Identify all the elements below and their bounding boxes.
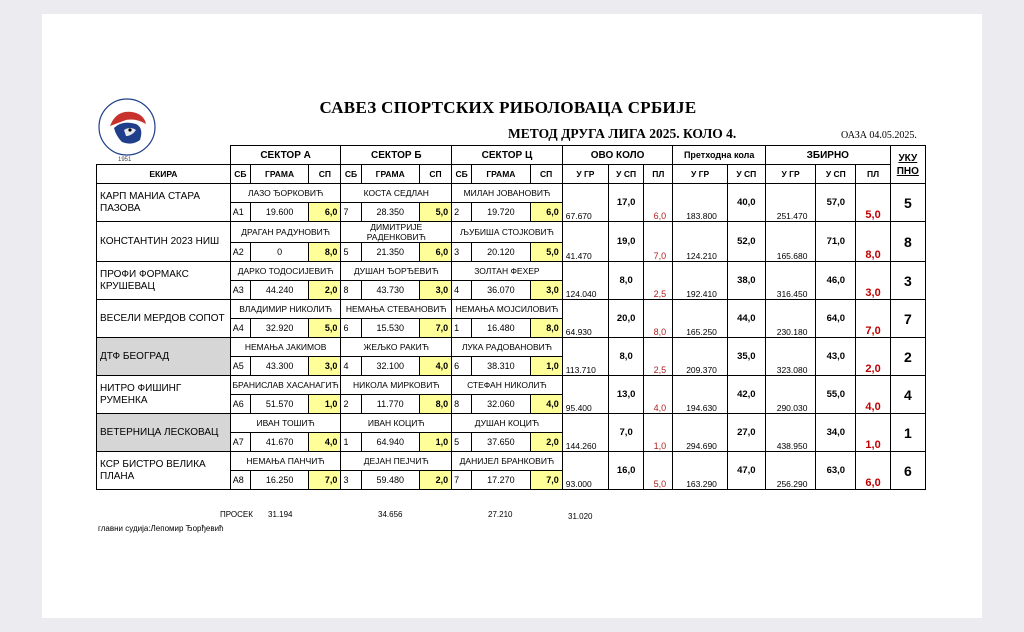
peg-number: 3: [452, 243, 472, 262]
header-sp: СП: [530, 165, 562, 184]
average-sector-a: 31.194: [268, 510, 293, 519]
round-points: 8,0: [609, 338, 644, 376]
round-place: 1,0: [644, 414, 673, 452]
header-sb: СБ: [230, 165, 250, 184]
weight-grams: 32.100: [361, 357, 419, 376]
round-weight: 144.260: [562, 414, 608, 452]
sector-points: 2,0: [530, 433, 562, 452]
weight-grams: 28.350: [361, 203, 419, 222]
total-place: 8,0: [856, 222, 890, 262]
previous-weight: 209.370: [673, 338, 727, 376]
team-name: КСР БИСТРО ВЕЛИКА ПЛАНА: [97, 452, 231, 490]
sector-points: 5,0: [419, 203, 451, 222]
team-name: ВЕСЕЛИ МЕРДОВ СОПОТ: [97, 300, 231, 338]
weight-grams: 44.240: [250, 281, 308, 300]
round-points: 17,0: [609, 184, 644, 222]
team-name: ПРОФИ ФОРМАКС КРУШЕВАЦ: [97, 262, 231, 300]
sector-points: 6,0: [530, 203, 562, 222]
previous-weight: 183.800: [673, 184, 727, 222]
previous-points: 35,0: [727, 338, 765, 376]
round-place: 5,0: [644, 452, 673, 490]
header-ugr: У ГР: [562, 165, 608, 184]
results-table: [96, 145, 926, 490]
angler-name: ВЛАДИМИР НИКОЛИЋ: [230, 300, 341, 319]
sector-points: 7,0: [419, 319, 451, 338]
angler-name: ДЕЈАН ПЕЈЧИЋ: [341, 452, 452, 471]
weight-grams: 21.350: [361, 243, 419, 262]
sector-points: 5,0: [530, 243, 562, 262]
sector-points: 4,0: [309, 433, 341, 452]
total-points: 34,0: [816, 414, 856, 452]
overall-rank: 6: [890, 452, 925, 490]
previous-weight: 294.690: [673, 414, 727, 452]
team-row: [97, 452, 926, 471]
team-name: КОНСТАНТИН 2023 НИШ: [97, 222, 231, 262]
header-overall-line2: ПНО: [896, 165, 919, 177]
overall-rank: 5: [890, 184, 925, 222]
weight-grams: 32.920: [250, 319, 308, 338]
peg-number: 7: [452, 471, 472, 490]
weight-grams: 37.650: [472, 433, 530, 452]
header-sector-b: СЕКТОР Б: [341, 146, 452, 165]
sector-points: 1,0: [309, 395, 341, 414]
team-name: ДТФ БЕОГРАД: [97, 338, 231, 376]
angler-name: ДАНИЈЕЛ БРАНКОВИЋ: [452, 452, 563, 471]
average-total: 31.020: [568, 512, 593, 521]
sector-points: 8,0: [530, 319, 562, 338]
round-place: 2,5: [644, 338, 673, 376]
angler-name: НЕМАЊА МОЈСИЛОВИЋ: [452, 300, 563, 319]
team-row: [97, 376, 926, 395]
weight-grams: 16.480: [472, 319, 530, 338]
overall-rank: 8: [890, 222, 925, 262]
previous-points: 42,0: [727, 376, 765, 414]
header-sb: СБ: [341, 165, 361, 184]
weight-grams: 0: [250, 243, 308, 262]
round-place: 4,0: [644, 376, 673, 414]
sector-points: 4,0: [419, 357, 451, 376]
total-place: 1,0: [856, 414, 890, 452]
overall-rank: 1: [890, 414, 925, 452]
overall-rank: 7: [890, 300, 925, 338]
header-sp: СП: [419, 165, 451, 184]
sector-points: 6,0: [309, 203, 341, 222]
competition-subtitle: МЕТОД ДРУГА ЛИГА 2025. КОЛО 4.: [508, 126, 737, 141]
header-this-round: ОВО КОЛО: [562, 146, 673, 165]
peg-number: 1: [452, 319, 472, 338]
round-weight: 124.040: [562, 262, 608, 300]
sector-points: 2,0: [309, 281, 341, 300]
angler-name: НЕМАЊА ПАНЧИЋ: [230, 452, 341, 471]
header-total: ЗБИРНО: [765, 146, 890, 165]
header-sector-c: СЕКТОР Ц: [452, 146, 563, 165]
peg-number: А8: [230, 471, 250, 490]
angler-name: БРАНИСЛАВ ХАСАНАГИЋ: [230, 376, 341, 395]
total-weight: 290.030: [765, 376, 815, 414]
angler-name: ЛУКА РАДОВАНОВИЋ: [452, 338, 563, 357]
angler-name: ЛАЗО ЂОРКОВИЋ: [230, 184, 341, 203]
peg-number: А4: [230, 319, 250, 338]
angler-name: ЉУБИША СТОЈКОВИЋ: [452, 222, 563, 243]
previous-points: 52,0: [727, 222, 765, 262]
header-row-2: [97, 165, 926, 184]
peg-number: 1: [341, 433, 361, 452]
peg-number: 3: [341, 471, 361, 490]
previous-weight: 124.210: [673, 222, 727, 262]
weight-grams: 51.570: [250, 395, 308, 414]
weight-grams: 41.670: [250, 433, 308, 452]
team-row: [97, 338, 926, 357]
angler-name: КОСТА СЕДЛАН: [341, 184, 452, 203]
team-row: [97, 222, 926, 243]
team-name: ВЕТЕРНИЦА ЛЕСКОВАЦ: [97, 414, 231, 452]
total-place: 5,0: [856, 184, 890, 222]
round-place: 7,0: [644, 222, 673, 262]
total-place: 4,0: [856, 376, 890, 414]
total-points: 43,0: [816, 338, 856, 376]
peg-number: 7: [341, 203, 361, 222]
sector-points: 2,0: [419, 471, 451, 490]
weight-grams: 19.720: [472, 203, 530, 222]
peg-number: А3: [230, 281, 250, 300]
header-usp: У СП: [727, 165, 765, 184]
angler-name: ДИМИТРИЈЕ РАДЕНКОВИЋ: [341, 222, 452, 243]
header-previous: Претходна кола: [673, 146, 766, 165]
team-name: КАРП МАНИА СТАРА ПАЗОВА: [97, 184, 231, 222]
peg-number: 5: [341, 243, 361, 262]
weight-grams: 17.270: [472, 471, 530, 490]
angler-name: СТЕФАН НИКОЛИЋ: [452, 376, 563, 395]
round-weight: 113.710: [562, 338, 608, 376]
header-overall: [890, 146, 925, 184]
round-points: 8,0: [609, 262, 644, 300]
sector-points: 4,0: [530, 395, 562, 414]
header-grams: ГРАМА: [361, 165, 419, 184]
round-points: 19,0: [609, 222, 644, 262]
header-pl: ПЛ: [856, 165, 890, 184]
previous-weight: 165.250: [673, 300, 727, 338]
header-grams: ГРАМА: [472, 165, 530, 184]
total-weight: 230.180: [765, 300, 815, 338]
round-weight: 41.470: [562, 222, 608, 262]
team-row: [97, 184, 926, 203]
header-usp: У СП: [816, 165, 856, 184]
total-points: 71,0: [816, 222, 856, 262]
peg-number: А6: [230, 395, 250, 414]
round-weight: 64.930: [562, 300, 608, 338]
sector-points: 3,0: [530, 281, 562, 300]
header-ugr: У ГР: [765, 165, 815, 184]
header-pl: ПЛ: [644, 165, 673, 184]
total-weight: 316.450: [765, 262, 815, 300]
round-points: 7,0: [609, 414, 644, 452]
sector-points: 7,0: [309, 471, 341, 490]
weight-grams: 20.120: [472, 243, 530, 262]
angler-name: ДУШАН ЂОРЂЕВИЋ: [341, 262, 452, 281]
header-overall-line1: УКУ: [898, 152, 918, 164]
round-weight: 67.670: [562, 184, 608, 222]
angler-name: ДРАГАН РАДУНОВИЋ: [230, 222, 341, 243]
weight-grams: 43.730: [361, 281, 419, 300]
team-row: [97, 262, 926, 281]
header-row-1: [97, 146, 926, 165]
header-ugr: У ГР: [673, 165, 727, 184]
peg-number: А2: [230, 243, 250, 262]
team-row: [97, 414, 926, 433]
peg-number: 6: [341, 319, 361, 338]
overall-rank: 4: [890, 376, 925, 414]
total-weight: 323.080: [765, 338, 815, 376]
peg-number: А5: [230, 357, 250, 376]
header-sp: СП: [309, 165, 341, 184]
peg-number: А1: [230, 203, 250, 222]
previous-weight: 194.630: [673, 376, 727, 414]
average-sector-c: 27.210: [488, 510, 513, 519]
angler-name: ДАРКО ТОДОСИЈЕВИЋ: [230, 262, 341, 281]
total-points: 63,0: [816, 452, 856, 490]
round-points: 16,0: [609, 452, 644, 490]
total-weight: 256.290: [765, 452, 815, 490]
peg-number: 6: [452, 357, 472, 376]
sector-points: 8,0: [419, 395, 451, 414]
total-points: 55,0: [816, 376, 856, 414]
sector-points: 7,0: [530, 471, 562, 490]
peg-number: 4: [452, 281, 472, 300]
angler-name: МИЛАН ЈОВАНОВИЋ: [452, 184, 563, 203]
previous-points: 44,0: [727, 300, 765, 338]
federation-title: САВЕЗ СПОРТСКИХ РИБОЛОВАЦА СРБИЈЕ: [319, 98, 697, 117]
header-sector-a: СЕКТОР А: [230, 146, 341, 165]
peg-number: А7: [230, 433, 250, 452]
total-place: 3,0: [856, 262, 890, 300]
angler-name: НЕМАЊА СТЕВАНОВИЋ: [341, 300, 452, 319]
angler-name: ИВАН ТОШИЋ: [230, 414, 341, 433]
sector-points: 1,0: [530, 357, 562, 376]
weight-grams: 16.250: [250, 471, 308, 490]
round-place: 8,0: [644, 300, 673, 338]
angler-name: ЗОЛТАН ФЕХЕР: [452, 262, 563, 281]
total-weight: 165.680: [765, 222, 815, 262]
total-place: 7,0: [856, 300, 890, 338]
weight-grams: 36.070: [472, 281, 530, 300]
head-judge: главни судија:Лепомир Ђорђевић: [98, 524, 224, 533]
weight-grams: 11.770: [361, 395, 419, 414]
average-sector-b: 34.656: [378, 510, 403, 519]
peg-number: 4: [341, 357, 361, 376]
previous-points: 27,0: [727, 414, 765, 452]
peg-number: 2: [341, 395, 361, 414]
angler-name: ДУШАН КОЦИЋ: [452, 414, 563, 433]
weight-grams: 19.600: [250, 203, 308, 222]
total-place: 6,0: [856, 452, 890, 490]
round-place: 6,0: [644, 184, 673, 222]
average-label: ПРОСЕК: [220, 510, 253, 519]
header-sb: СБ: [452, 165, 472, 184]
previous-points: 38,0: [727, 262, 765, 300]
sector-points: 3,0: [309, 357, 341, 376]
total-points: 64,0: [816, 300, 856, 338]
round-points: 20,0: [609, 300, 644, 338]
round-place: 2,5: [644, 262, 673, 300]
sector-points: 6,0: [419, 243, 451, 262]
peg-number: 2: [452, 203, 472, 222]
total-weight: 438.950: [765, 414, 815, 452]
previous-weight: 163.290: [673, 452, 727, 490]
total-weight: 251.470: [765, 184, 815, 222]
sector-points: 1,0: [419, 433, 451, 452]
overall-rank: 2: [890, 338, 925, 376]
round-weight: 93.000: [562, 452, 608, 490]
previous-weight: 192.410: [673, 262, 727, 300]
peg-number: 8: [452, 395, 472, 414]
weight-grams: 38.310: [472, 357, 530, 376]
header-grams: ГРАМА: [250, 165, 308, 184]
round-points: 13,0: [609, 376, 644, 414]
weight-grams: 64.940: [361, 433, 419, 452]
total-points: 57,0: [816, 184, 856, 222]
angler-name: ЖЕЉКО РАКИЋ: [341, 338, 452, 357]
sector-points: 8,0: [309, 243, 341, 262]
peg-number: 8: [341, 281, 361, 300]
location-date: ОАЗА 04.05.2025.: [841, 130, 917, 141]
angler-name: ИВАН КОЦИЋ: [341, 414, 452, 433]
round-weight: 95.400: [562, 376, 608, 414]
total-points: 46,0: [816, 262, 856, 300]
previous-points: 40,0: [727, 184, 765, 222]
peg-number: 5: [452, 433, 472, 452]
overall-rank: 3: [890, 262, 925, 300]
weight-grams: 59.480: [361, 471, 419, 490]
angler-name: НИКОЛА МИРКОВИЋ: [341, 376, 452, 395]
sector-points: 5,0: [309, 319, 341, 338]
angler-name: НЕМАЊА ЈАКИМОВ: [230, 338, 341, 357]
sector-points: 3,0: [419, 281, 451, 300]
weight-grams: 43.300: [250, 357, 308, 376]
header-usp: У СП: [609, 165, 644, 184]
total-place: 2,0: [856, 338, 890, 376]
previous-points: 47,0: [727, 452, 765, 490]
team-row: [97, 300, 926, 319]
logo-year: 1951: [118, 157, 132, 163]
weight-grams: 15.530: [361, 319, 419, 338]
header-team: ЕКИРА: [97, 165, 231, 184]
weight-grams: 32.060: [472, 395, 530, 414]
team-name: НИТРО ФИШИНГ РУМЕНКА: [97, 376, 231, 414]
